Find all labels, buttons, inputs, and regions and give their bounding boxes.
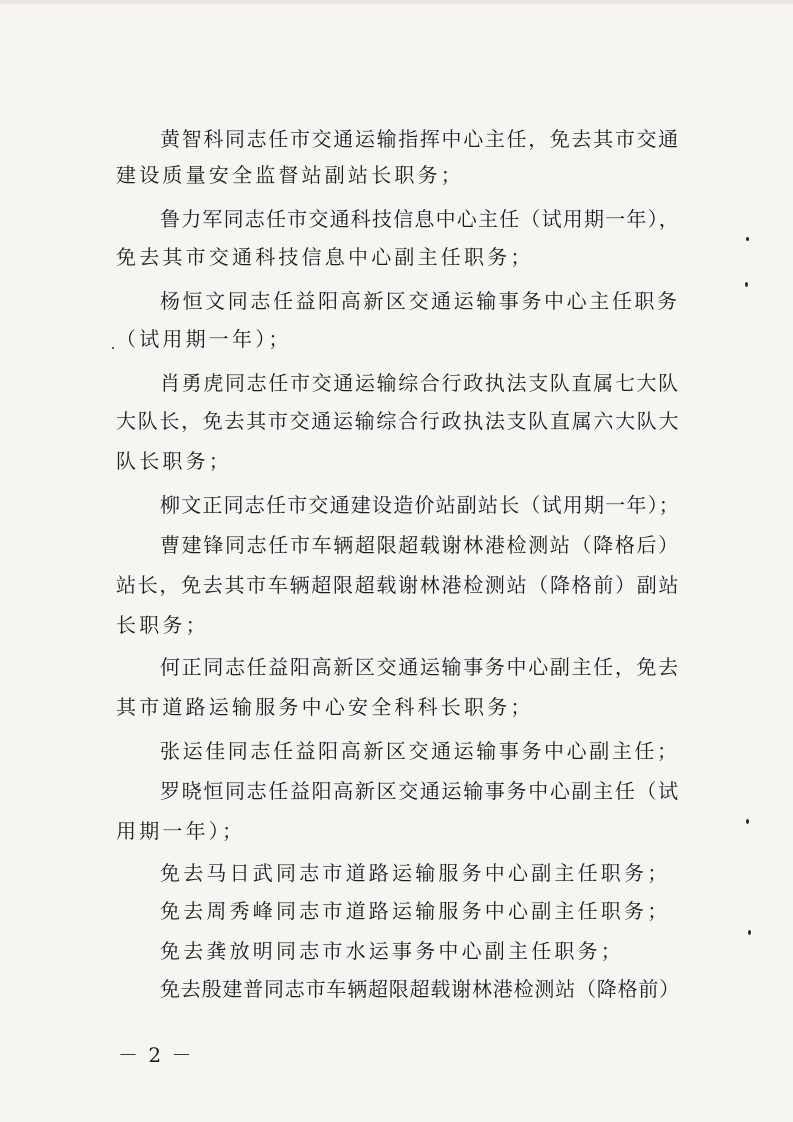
text-line: 建设质量安全监督站副站长职务；: [116, 163, 464, 187]
scan-speck: [112, 347, 114, 349]
text-line: （试用期一年）；: [116, 327, 292, 351]
text-line: 免去殷建普同志市车辆超限超载谢林港检测站（降格前）: [160, 977, 680, 1001]
text-line: 用期一年）；: [116, 819, 246, 843]
text-line: 罗晓恒同志任益阳高新区交通运输事务中心副主任（试: [160, 779, 680, 803]
text-line: 肖勇虎同志任市交通运输综合行政执法支队直属七大队: [160, 371, 680, 395]
scan-speck: [746, 237, 749, 241]
scan-speck: [746, 819, 749, 824]
scan-speck: [748, 930, 751, 935]
text-line: 杨恒文同志任益阳高新区交通运输事务中心主任职务: [160, 289, 680, 313]
page-top-edge: [0, 0, 793, 4]
text-line: 队长职务；: [116, 449, 232, 473]
scan-speck: [745, 282, 748, 287]
text-line: 曹建锋同志任市车辆超限超载谢林港检测站（降格后）: [160, 533, 680, 557]
page-number: － 2 －: [118, 1043, 194, 1067]
text-line: 大队长，免去其市交通运输综合行政执法支队直属六大队大: [116, 409, 681, 433]
text-line: 张运佳同志任益阳高新区交通运输事务中心副主任；: [160, 739, 680, 763]
text-line: 站长，免去其市车辆超限超载谢林港检测站（降格前）副站: [116, 573, 681, 597]
text-line: 何正同志任益阳高新区交通运输事务中心副主任，免去: [160, 655, 680, 679]
text-line: 黄智科同志任市交通运输指挥中心主任，免去其市交通: [160, 127, 680, 151]
text-line: 鲁力军同志任市交通科技信息中心主任（试用期一年），: [160, 207, 680, 231]
text-line: 柳文正同志任市交通建设造价站副站长（试用期一年）；: [160, 493, 680, 517]
text-line: 其市道路运输服务中心安全科科长职务；: [116, 695, 534, 719]
text-line: 免去周秀峰同志市道路运输服务中心副主任职务；: [160, 899, 671, 923]
text-line: 长职务；: [116, 613, 209, 637]
text-line: 免去龚放明同志市水运事务中心副主任职务；: [160, 939, 624, 963]
text-line: 免去其市交通科技信息中心副主任职务；: [116, 245, 534, 269]
text-line: 免去马日武同志市道路运输服务中心副主任职务；: [160, 861, 671, 885]
